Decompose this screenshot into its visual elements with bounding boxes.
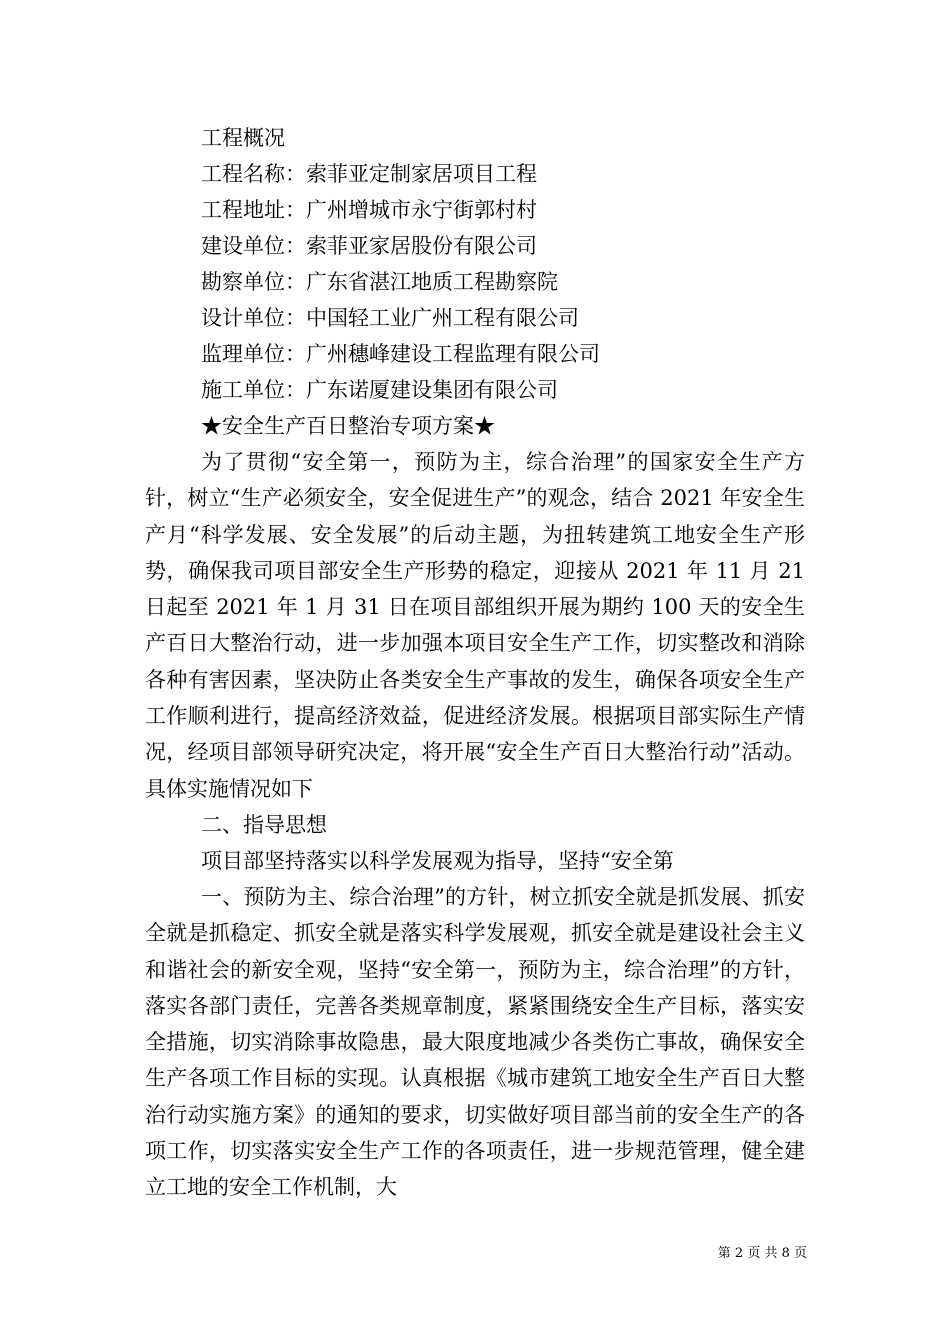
project-address-line: 工程地址：广州增城市永宁街郭村村	[201, 198, 537, 222]
contractor-unit-line: 施工单位：广东诺厦建设集团有限公司	[201, 378, 558, 402]
page-number: 第 2 页 共 8 页	[717, 1246, 807, 1261]
project-name-line: 工程名称：索菲亚定制家居项目工程	[201, 162, 537, 186]
document-body	[145, 120, 805, 1206]
intro-paragraph: 为了贯彻“安全第一，预防为主，综合治理”的国家安全生产方针，树立“生产必须安全，安全促进生产”的观念，结合 2021 年安全生产月“科学发展、安全发展”的后动主题，为扭转建筑工地安全生产形势，确保我司项目部安全生产形势的稳定，迎接从 2021 年 11 月 21 日起至 2021 年 1 月 31 日在项目部组织开展为期约 100 天的安全生产百日大整治行动，进一步加强本项目安全生产工作，切实整改和消除各种有害因素，坚决防止各类安全生产事故的发生，确保各项安全生产工作顺利进行，提高经济效益，促进经济发展。根据项目部实际生产情况，经项目部领导研究决定，将开展“安全生产百日大整治行动”活动。具体实施情况如下	[145, 450, 805, 801]
guiding-line: 项目部坚持落实以科学发展观为指导，坚持“安全第	[201, 848, 674, 873]
supervision-unit-line: 监理单位：广州穗峰建设工程监理有限公司	[201, 342, 600, 366]
construction-unit-line: 建设单位：索菲亚家居股份有限公司	[201, 234, 537, 258]
overview-heading: 工程概况	[201, 126, 285, 150]
plan-title: ★安全生产百日整治专项方案★	[201, 414, 495, 438]
survey-unit-line: 勘察单位：广东省湛江地质工程勘察院	[201, 270, 558, 294]
design-unit-line: 设计单位：中国轻工业广州工程有限公司	[201, 306, 579, 330]
guiding-paragraph: 一、预防为主、综合治理”的方针，树立抓安全就是抓发展、抓安全就是抓稳定、抓安全就是落实科学发展观，抓安全就是建设社会主义和谐社会的新安全观，坚持“安全第一，预防为主，综合治理”的方针，落实各部门责任，完善各类规章制度，紧紧围绕安全生产目标，落实安全措施，切实消除事故隐患，最大限度地减少各类伤亡事故，确保安全生产各项工作目标的实现。认真根据《城市建筑工地安全生产百日大整治行动实施方案》的通知的要求，切实做好项目部当前的安全生产的各项工作，切实落实安全生产工作的各项责任，进一步规范管理，健全建立工地的安全工作机制，大	[145, 884, 805, 1200]
section-heading: 二、指导思想	[201, 812, 327, 837]
